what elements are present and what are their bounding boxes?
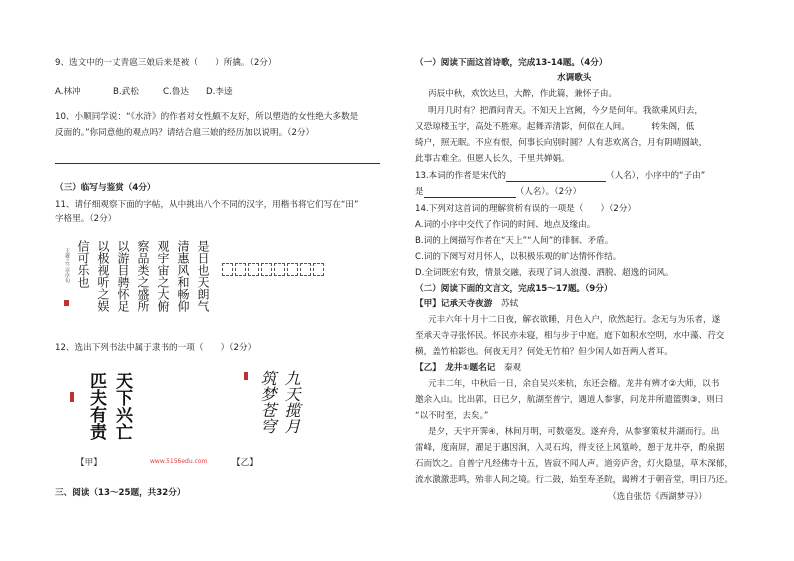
q12-text: 12、选出下列书法中属于隶书的一项（ ）（2分） (55, 343, 257, 353)
yi-title-tag: 【乙】 (415, 363, 437, 373)
poem-line: 明月几时有？把酒问青天。不知天上宫阙，今夕是何年。我欲乘风归去， (428, 106, 704, 116)
yi-text-line: “以不时至，去矣。” (415, 411, 489, 421)
yi-text-line: 雷峰，度南屏，濯足于惠因涧，入灵石坞，得支径上风篁岭，憩于龙井亭，酌泉据 (415, 443, 725, 453)
yi-text-line: 邀余入山。比出郭，日已夕，航湖至普宁，遇道人参寥，问龙井所遣篮舆③，则曰 (415, 395, 724, 405)
yi-col-2: 筑梦苍穹 (258, 370, 277, 434)
jia-text-line: 横，盖竹柏影也。何夜无月？何处无竹柏？但少闲人如吾两人者耳。 (415, 347, 673, 357)
jia-title: 记承天寺夜游 (440, 299, 493, 309)
poem-line: 此事古难全。但愿人长久，千里共婵娟。 (415, 154, 570, 164)
q10-line2: 反面的。”你同意他的观点吗？请结合扈三娘的经历加以说明。（2分） (55, 128, 315, 138)
q13-suffix: （人名）。（2分） (515, 187, 582, 197)
calli-signature: 王羲之兰亭序句 (64, 248, 70, 283)
q9-option-a: A.林冲 (55, 87, 81, 97)
yi-text-line: 石而饮之。自普宁凡经佛寺十五，皆寂不闻人声。道旁庐舍，灯火隐显，草木深郁， (415, 459, 733, 469)
part2-header: （二）阅读下面的文言文，完成15～17题。（9分） (415, 284, 613, 294)
calli-col-1: 是日也天朗气 (196, 240, 210, 312)
calli-col-3: 观宇宙之大俯 (156, 240, 170, 312)
yi-title: 龙井①题名记 (445, 363, 496, 373)
yi-author: 秦观 (503, 363, 522, 373)
q13-line1 (415, 171, 705, 182)
grid-cell[interactable] (300, 263, 311, 276)
seal-stamp (64, 300, 69, 306)
yi-seal (244, 372, 248, 380)
grid-cell[interactable] (274, 263, 285, 276)
jia-title-tag: 【甲】 (415, 299, 441, 309)
calli-col-6: 以极视听之娱 (96, 240, 110, 312)
grid-cell[interactable] (235, 263, 246, 276)
q13-prefix: 13.本词的作者是宋代的 (415, 171, 507, 181)
poem-line: 绮户，照无眠。不应有恨，何事长向别时圆？人有悲欢离合，月有阴晴圆缺， (415, 138, 708, 148)
jia-title-line (415, 299, 518, 310)
jia-text-line: 至承天寺寻张怀民。怀民亦未寝，相与步于中庭。庭下如积水空明，水中藻、荇交 (415, 331, 725, 341)
jia-col-2: 匹夫有责 (86, 372, 106, 440)
grid-cell[interactable] (261, 263, 272, 276)
yi-text-line: 是夕，天宇开霁④，林间月明，可数毫发。遂弃舟，从参寥策杖并湖而行。出 (428, 427, 720, 437)
part1-header: （一）阅读下面这首诗歌，完成13-14题。（4分） (415, 58, 608, 68)
q14-option-d: D.全词既宏有致，情景交融，表现了词人浪漫、洒脱、超逸的词风。 (415, 268, 674, 278)
q13-blank-author[interactable] (506, 172, 606, 182)
yi-label: 【乙】 (232, 458, 258, 468)
yi-col-1: 九天揽月 (282, 370, 301, 434)
watermark: www.5156edu.com (150, 458, 208, 465)
q14-option-c: C.词的下阕写对月怀人，以积极乐观的旷达情怀作结。 (415, 252, 622, 262)
jia-col-1: 天下兴亡 (112, 372, 132, 440)
q10-line1: 10、小顺同学说：“《水浒》的作者对女性颇不友好，所以塑造的女性绝大多数是 (55, 112, 359, 122)
q14-option-b: B.词的上阕描写作者在“天上”“人间”的徘徊、矛盾。 (415, 236, 614, 246)
q9-option-c: C.鲁达 (163, 87, 189, 97)
calli-col-4: 察品类之盛所 (136, 240, 150, 312)
q13-middle: （人名），小序中的“子由” (606, 171, 706, 181)
jia-label: 【甲】 (76, 458, 102, 468)
q13-line2 (415, 187, 581, 198)
poem-line: 又恐琼楼玉宇，高处不胜寒。起舞弄清影，何似在人间。 转朱阁，低 (415, 122, 695, 132)
section-read-heading: 三、阅读（13～25题，共32分） (55, 488, 186, 498)
grid-cell[interactable] (222, 263, 233, 276)
grid-cell[interactable] (287, 263, 298, 276)
jia-seal (70, 392, 74, 402)
q11-line1: 11、请仔细观察下面的字帖，从中挑出八个不同的汉字，用楷书将它们写在“田” (55, 200, 359, 210)
yi-title-line (415, 363, 521, 374)
poem-title: 水调歌头 (557, 73, 592, 83)
jia-author: 苏轼 (500, 299, 519, 309)
calli-col-7: 信可乐也 (76, 240, 90, 288)
q13-blank-ziyou[interactable] (424, 188, 516, 198)
q13-is: 是 (415, 187, 424, 197)
grid-cell[interactable] (313, 263, 324, 276)
q9-text: 9、选文中的一丈青扈三娘后来是被（ ）所擒。（2分） (55, 58, 277, 68)
q14-text: 14.下列对这首词的理解赏析有误的一项是（ ）（2分） (415, 204, 637, 214)
writing-grid[interactable] (222, 263, 326, 276)
poem-preface: 丙辰中秋，欢饮达旦，大醉，作此篇，兼怀子由。 (428, 89, 618, 99)
yi-text-line: 元丰二年，中秋后一日，余自吴兴来杭，东还会稽。龙井有辨才②大师，以书 (428, 379, 720, 389)
jia-text-line: 元丰六年十月十二日夜，解衣欲睡，月色入户，欣然起行。念无与为乐者，遂 (428, 315, 721, 325)
grid-cell[interactable] (248, 263, 259, 276)
source-note: （选自张岱《西湖梦寻》） (608, 492, 707, 502)
yi-text-line: 流水激激悲鸣，殆非人间之境。行二鼓，始至寿圣院，谒辨才于朝音堂，明日乃还。 (415, 475, 733, 485)
section3-heading: （三）临写与鉴赏（4分） (55, 183, 156, 193)
q9-option-b: B.武松 (113, 87, 139, 97)
q14-option-a: A.词的小序中交代了作词的时间、地点及缘由。 (415, 220, 596, 230)
calli-col-2: 清惠风和畅仰 (176, 240, 190, 312)
calli-col-5: 以游目骋怀足 (116, 240, 130, 312)
q9-option-d: D.李逵 (206, 87, 233, 97)
answer-line (55, 163, 380, 164)
q11-line2: 字格里。（2分） (55, 214, 117, 224)
